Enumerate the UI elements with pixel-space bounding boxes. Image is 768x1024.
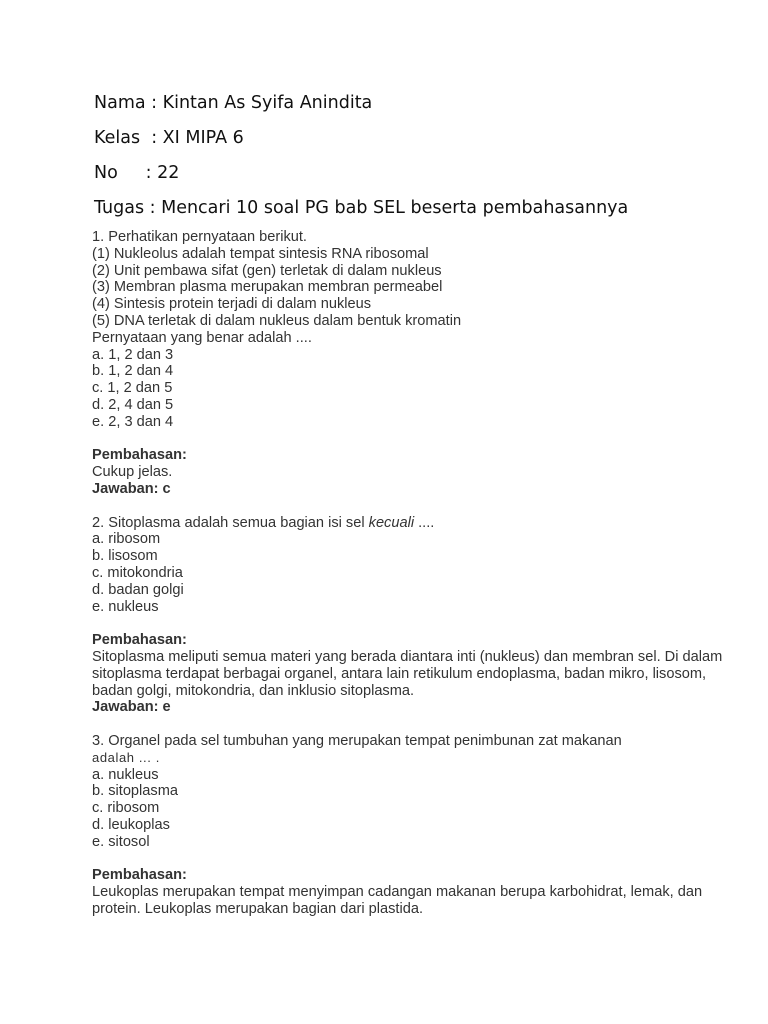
- question-2: [92, 515, 732, 717]
- answer-option: b. 1, 2 dan 4: [92, 363, 174, 380]
- answer-option: e. 2, 3 dan 4: [92, 413, 174, 430]
- answer-option: a. 1, 2 dan 3: [92, 346, 174, 363]
- statement: (2) Unit pembawa sifat (gen) terletak di dalam nukleus: [92, 262, 442, 279]
- student-number: No : 22: [94, 163, 180, 183]
- answer-option: b. sitoplasma: [92, 783, 178, 800]
- pembahasan-text: Sitoplasma meliputi semua materi yang berada diantara inti (nukleus) dan membran sel. Di dalam sitoplasma terdapat berbagai organel, antara lain retikulum endoplasma, badan mikro, lisosom, badan golgi, mitokondria, dan inklusio sitoplasma.: [92, 648, 723, 699]
- pembahasan-text: Leukoplas merupakan tempat menyimpan cadangan makanan berupa karbohidrat, lemak, dan protein. Leukoplas merupakan bagian dari plastida.: [92, 884, 703, 917]
- question-text-continued: adalah ... .: [92, 749, 160, 765]
- pembahasan-label: Pembahasan:: [92, 867, 187, 884]
- student-header: [94, 86, 628, 226]
- answer-option: c. ribosom: [92, 800, 160, 817]
- statement: (5) DNA terletak di dalam nukleus dalam bentuk kromatin: [92, 312, 462, 329]
- answer-option: d. badan golgi: [92, 581, 184, 598]
- question-text-start: 2. Sitoplasma adalah semua bagian isi sel: [92, 514, 369, 531]
- answer-option: e. sitosol: [92, 833, 150, 850]
- pembahasan-label: Pembahasan:: [92, 632, 187, 649]
- answer-option: c. 1, 2 dan 5: [92, 380, 173, 397]
- answer-key: Jawaban: e: [92, 699, 171, 716]
- question-1: [92, 229, 732, 498]
- answer-option: b. lisosom: [92, 548, 158, 565]
- answer-option: d. 2, 4 dan 5: [92, 396, 174, 413]
- answer-option: a. nukleus: [92, 766, 159, 783]
- answer-option: e. nukleus: [92, 598, 159, 615]
- answer-key: Jawaban: c: [92, 480, 171, 497]
- question-prompt: Pernyataan yang benar adalah ....: [92, 329, 312, 346]
- question-3: [92, 733, 732, 918]
- assignment-title: Tugas : Mencari 10 soal PG bab SEL beserta pembahasannya: [94, 198, 629, 218]
- question-text: 3. Organel pada sel tumbuhan yang merupakan tempat penimbunan zat makanan: [92, 732, 622, 749]
- question-text-italic: kecuali: [368, 514, 415, 531]
- question-text-end: ....: [414, 514, 435, 531]
- student-name: Nama : Kintan As Syifa Anindita: [94, 93, 373, 113]
- answer-option: d. leukoplas: [92, 816, 170, 833]
- answer-option: c. mitokondria: [92, 564, 183, 581]
- question-text: 1. Perhatikan pernyataan berikut.: [92, 229, 307, 245]
- pembahasan-text: Cukup jelas.: [92, 464, 173, 481]
- questions-body: [92, 229, 732, 918]
- answer-option: a. ribosom: [92, 531, 161, 548]
- statement: (3) Membran plasma merupakan membran permeabel: [92, 279, 443, 296]
- statement: (1) Nukleolus adalah tempat sintesis RNA ribosomal: [92, 245, 429, 262]
- pembahasan-label: Pembahasan:: [92, 447, 187, 464]
- question-text: [92, 515, 732, 532]
- student-class: Kelas : XI MIPA 6: [94, 128, 244, 148]
- statement: (4) Sintesis protein terjadi di dalam nukleus: [92, 296, 372, 313]
